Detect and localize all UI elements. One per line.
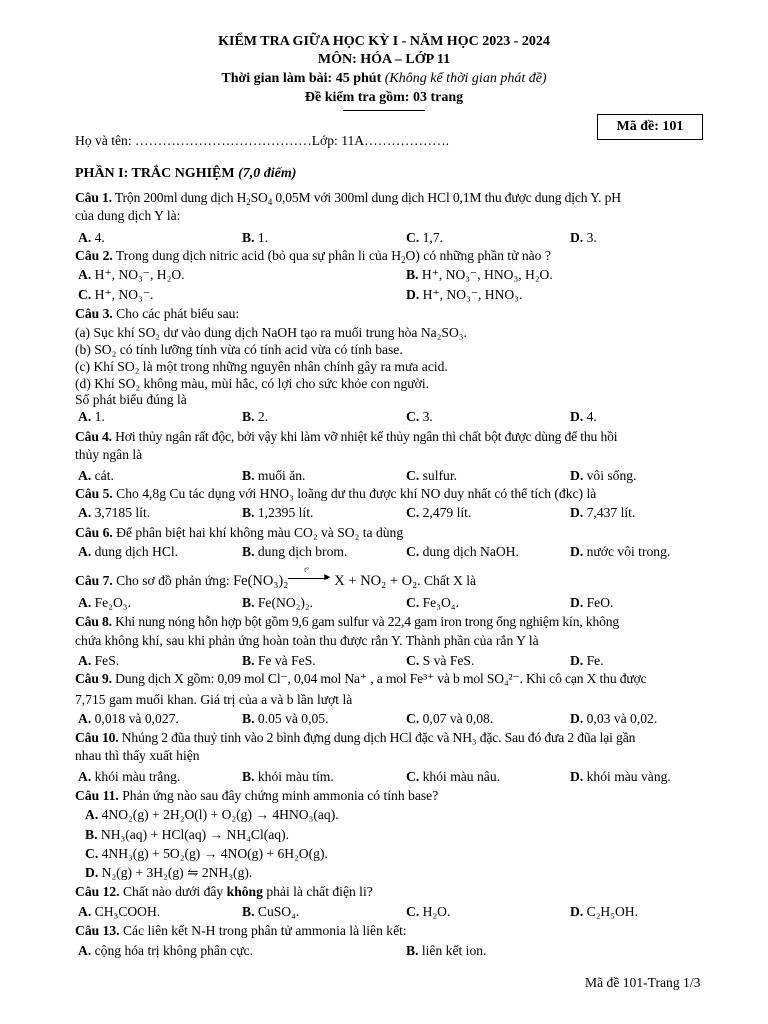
q2-option-a: A. H⁺, NO₃⁻, H₂O.	[78, 267, 185, 282]
question-2: Câu 2. Trong dung dịch nitric acid (bỏ qua sự phân li của $H_2O$) có những phần tử nào ?	[75, 248, 551, 265]
question-11: Câu 11. Phản ứng nào sau đây chứng minh ammonia có tính base?	[75, 788, 439, 803]
q10-option-c: C. khói màu nâu.	[406, 769, 501, 784]
q1-option-d: D. 3.	[570, 230, 597, 245]
q6-option-a: A. dung dịch HCl.	[78, 544, 179, 559]
question-8-line2: chứa không khí, sau khi phản ứng hoàn toàn thu được rắn Y. Thành phần của rắn Y là	[75, 633, 539, 648]
student-info-line: Họ và tên: …………………………………Lớp: 11A……………….	[75, 133, 450, 148]
q10-option-a: A. khói màu trắng.	[78, 769, 181, 784]
q2-option-c: C. H⁺, NO₃⁻.	[78, 287, 154, 302]
pages-line: Đề kiểm tra gồm: 03 trang	[304, 90, 464, 105]
q6-option-d: D. nước vôi trong.	[570, 544, 671, 559]
question-9: Câu 9. Dung dịch X gồm: 0,09 mol Cl⁻, 0,04 mol Na⁺ , a mol Fe³⁺ và b mol SO₄²⁻. Khi cô cạn X thu được	[75, 671, 647, 686]
q1-option-a: A. 4.	[78, 230, 105, 245]
q10-option-b: B. khói màu tím.	[242, 769, 334, 784]
q1-option-c: C. 1,7.	[406, 230, 444, 245]
q12-option-d: D. C₂H₅OH.	[570, 904, 639, 919]
question-4-line2: thủy ngân là	[75, 447, 143, 462]
question-13: Câu 13. Các liên kết N-H trong phân tử ammonia là liên kết:	[75, 923, 407, 938]
q13-option-b: B. liên kết ion.	[406, 943, 487, 958]
q8-option-b: B. Fe và FeS.	[242, 653, 316, 668]
q2-option-b: B. H⁺, NO₃⁻, HNO₃, H₂O.	[406, 267, 553, 282]
q4-option-a: A. cát.	[78, 468, 114, 483]
q12-option-c: C. H₂O.	[406, 904, 451, 919]
q9-option-a: A. 0,018 và 0,027.	[78, 711, 179, 726]
section-title: PHẦN I: TRẮC NGHIỆM (7,0 điểm)	[75, 166, 297, 181]
q12-option-b: B. CuSO₄.	[242, 904, 300, 919]
q1-option-b: B. 1.	[242, 230, 269, 245]
q8-option-d: D. Fe.	[570, 653, 604, 668]
header-divider	[343, 110, 425, 111]
question-4: Câu 4. Hơi thủy ngân rất độc, bởi vậy khi làm vỡ nhiệt kế thủy ngân thì chất bột được dùng để thu hồi	[75, 429, 618, 444]
question-6: Câu 6. Để phân biệt hai khí không màu CO₂ và SO₂ ta dùng	[75, 525, 404, 540]
page-footer: Mã đề 101-Trang 1/3	[585, 975, 701, 990]
question-12: Câu 12. Chất nào dưới đây không phải là chất điện li?	[75, 884, 373, 899]
q3-option-c: C. 3.	[406, 409, 433, 424]
q6-option-b: B. dung dịch brom.	[242, 544, 348, 559]
exam-title: KIỂM TRA GIỮA HỌC KỲ I - NĂM HỌC 2023 - 2024	[218, 34, 550, 49]
q3-option-a: A. 1.	[78, 409, 105, 424]
question-9-line2: 7,715 gam muối khan. Giá trị của a và b lần lượt là	[75, 692, 353, 707]
q7-option-c: C. Fe₃O₄.	[406, 595, 459, 610]
q5-option-a: A. 3,7185 lít.	[78, 505, 151, 520]
question-1: Câu 1. Trộn 200ml dung dịch $H_2SO_4$ 0,05M với 300ml dung dịch HCl 0,1M thu được dung dịch Y. pH	[75, 190, 621, 207]
q3-statement-d: (d) Khí SO₂ không màu, mùi hắc, có lợi cho sức khỏe con người.	[75, 376, 430, 391]
question-1-line2: của dung dịch Y là:	[75, 208, 181, 223]
question-10: Câu 10. Nhúng 2 đũa thuỷ tinh vào 2 bình đựng dung dịch HCl đặc và NH₃ đặc. Sau đó đưa 2 đũa lại gần	[75, 730, 636, 745]
q7-option-d: D. FeO.	[570, 595, 614, 610]
q11-option-a: A. 4NO₂(g) + 2H₂O(l) + O₂(g) → 4HNO₃(aq).	[85, 807, 339, 822]
exam-code-box: Mã đề: 101	[597, 114, 703, 140]
q9-option-d: D. 0,03 và 0,02.	[570, 711, 658, 726]
question-7: Câu 7. Cho sơ đồ phản ứng: Fe(NO₃)₂ t° ► X + NO₂ + O₂. Chất X là	[75, 566, 477, 589]
subject-line: MÔN: HÓA – LỚP 11	[317, 52, 451, 67]
q4-option-c: C. sulfur.	[406, 468, 457, 483]
q11-option-c: C. 4NH₃(g) + 5O₂(g) → 4NO(g) + 6H₂O(g).	[85, 846, 328, 861]
question-3: Câu 3. Cho các phát biểu sau:	[75, 306, 240, 321]
time-line: Thời gian làm bài: 45 phút (Không kể thời gian phát đề)	[221, 71, 547, 86]
q3-option-b: B. 2.	[242, 409, 269, 424]
q5-option-c: C. 2,479 lít.	[406, 505, 472, 520]
q5-option-d: D. 7,437 lít.	[570, 505, 636, 520]
q9-option-c: C. 0,07 và 0,08.	[406, 711, 494, 726]
q7-option-a: A. Fe₂O₃.	[78, 595, 131, 610]
q10-option-d: D. khói màu vàng.	[570, 769, 671, 784]
question-5: Câu 5. Cho 4,8g Cu tác dụng với HNO₃ loãng dư thu được khí NO duy nhất có thể tích (đkc) là	[75, 486, 597, 501]
q3-statement-a: (a) Sục khí SO₂ dư vào dung dịch NaOH tạo ra muối trung hòa Na₂SO₃.	[75, 325, 467, 340]
q12-option-a: A. CH₃COOH.	[78, 904, 161, 919]
q9-option-b: B. 0.05 và 0,05.	[242, 711, 329, 726]
q4-option-b: B. muối ăn.	[242, 468, 306, 483]
q4-option-d: D. vôi sống.	[570, 468, 637, 483]
q3-option-d: D. 4.	[570, 409, 597, 424]
q5-option-b: B. 1,2395 lít.	[242, 505, 314, 520]
question-8: Câu 8. Khi nung nóng hỗn hợp bột gồm 9,6 gam sulfur và 22,4 gam iron trong ống nghiệm kín, không	[75, 614, 620, 629]
q2-option-d: D. H⁺, NO₃⁻, HNO₃.	[406, 287, 523, 302]
q3-statement-b: (b) SO₂ có tính lưỡng tính vừa có tính acid vừa có tính base.	[75, 342, 403, 357]
q11-option-b: B. NH₃(aq) + HCl(aq) → NH₄Cl(aq).	[85, 827, 290, 842]
reaction-arrow: t° ►	[288, 573, 334, 583]
q8-option-c: C. S và FeS.	[406, 653, 475, 668]
q11-option-d: D. N₂(g) + 3H₂(g) ⇋ 2NH₃(g).	[85, 865, 253, 880]
question-10-line2: nhau thì thấy xuất hiện	[75, 748, 200, 763]
q3-ask: Số phát biểu đúng là	[75, 392, 187, 407]
q3-statement-c: (c) Khí SO₂ là một trong những nguyên nhân chính gây ra mưa acid.	[75, 359, 448, 374]
q13-option-a: A. cộng hóa trị không phân cực.	[78, 943, 253, 958]
q8-option-a: A. FeS.	[78, 653, 120, 668]
q7-option-b: B. Fe(NO₂)₂.	[242, 595, 314, 610]
q6-option-c: C. dung dịch NaOH.	[406, 544, 519, 559]
